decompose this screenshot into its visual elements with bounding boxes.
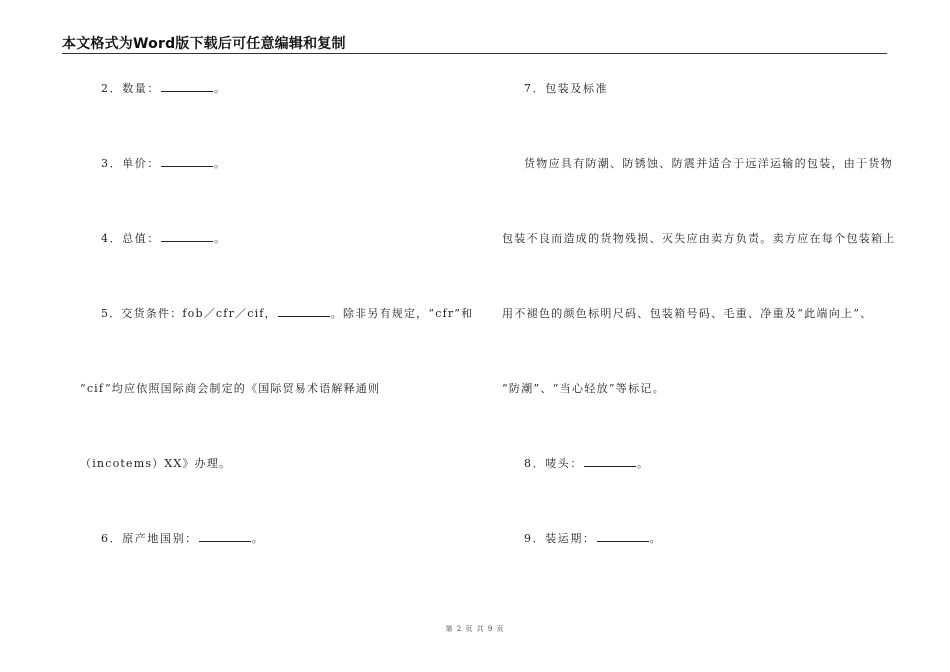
unit-price-line <box>101 155 227 171</box>
packing-text-4: “防潮”、“当心轻放”等标记。 <box>502 382 665 395</box>
page-number-footer: 第 2 页 共 9 页 <box>445 625 505 633</box>
delivery-terms-text: 。除非另有规定，“cfr”和 <box>330 307 474 320</box>
packing-text-2: 包装不良而造成的货物残损、灭失应由卖方负责。卖方应在每个包装箱上 <box>502 232 896 245</box>
shipping-mark-blank <box>584 457 636 467</box>
quantity-blank <box>161 82 213 92</box>
total-value-label: 4．总值： <box>101 232 160 245</box>
header-divider <box>62 53 887 54</box>
document-header-title: 本文格式为Word版下载后可任意编辑和复制 <box>62 36 346 52</box>
unit-price-blank <box>161 157 213 167</box>
packing-heading: 7．包装及标准 <box>524 82 609 95</box>
unit-price-end: 。 <box>214 157 227 170</box>
origin-country-end: 。 <box>251 532 265 545</box>
packing-text-1: 货物应具有防潮、防锈蚀、防震并适合于远洋运输的包装，由于货物 <box>524 157 893 170</box>
delivery-terms-label: 5．交货条件：fob／cfr／cif， <box>101 307 277 320</box>
quantity-label: 2．数量： <box>101 82 160 95</box>
shipping-mark-label: 8．唛头： <box>524 457 583 470</box>
incoterms-line-2: （incotems）XX》办理。 <box>80 457 232 470</box>
packing-text-3: 用不褪色的颜色标明尺码、包装箱号码、毛重、净重及“此端向上”、 <box>502 307 873 320</box>
delivery-terms-line <box>101 305 473 321</box>
quantity-end: 。 <box>214 82 227 95</box>
shipping-mark-end: 。 <box>637 457 650 470</box>
origin-country-line <box>101 530 264 546</box>
shipment-date-end: 。 <box>649 532 663 545</box>
delivery-terms-blank <box>278 307 330 317</box>
shipment-date-blank <box>597 532 649 542</box>
unit-price-label: 3．单价： <box>101 157 160 170</box>
shipment-date-label: 9．装运期： <box>524 532 596 545</box>
shipping-mark-line <box>524 455 650 471</box>
total-value-blank <box>161 232 213 242</box>
incoterms-line-1: “cif”均应依照国际商会制定的《国际贸易术语解释通则 <box>80 382 381 395</box>
shipment-date-line <box>524 530 662 546</box>
origin-country-blank <box>199 532 251 542</box>
quantity-line <box>101 80 227 96</box>
origin-country-label: 6．原产地国别： <box>101 532 198 545</box>
total-value-end: 。 <box>214 232 227 245</box>
total-value-line <box>101 230 227 246</box>
